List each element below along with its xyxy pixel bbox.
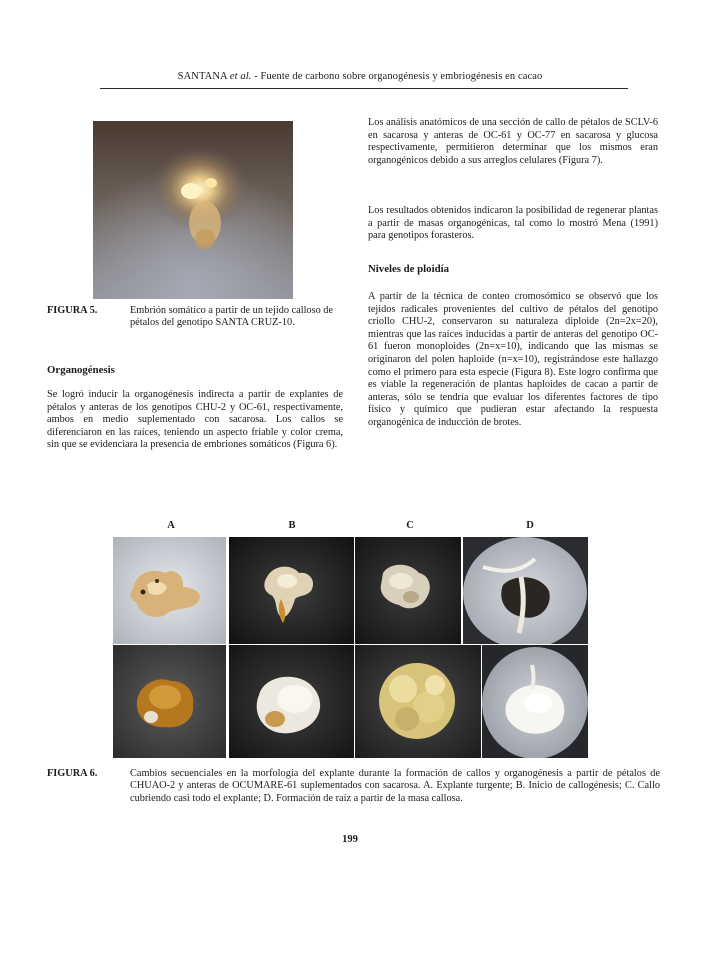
- figure6-image-b-bottom: [229, 645, 354, 758]
- figure6-image-c-bottom: [355, 645, 481, 758]
- figure6-panel-b-bottom: [229, 645, 354, 758]
- figure5-image: [93, 121, 293, 299]
- figure6-panel-d-bottom: [482, 645, 588, 758]
- running-header: [100, 71, 620, 82]
- header-etal: et al.: [229, 71, 252, 82]
- figure5-photo: [93, 121, 293, 299]
- header-rule: [100, 88, 628, 89]
- right-paragraph-1: Los análisis anatómicos de una sección de callo de pétalos de SCLV-6 en sacarosa y anteras de OC-61 y OC-77 en sacarosa y glucosa respectivamente, permitieron determinar que los mismos eran organogénicos debido a sus arreglos celulares (Figura 7).: [368, 117, 658, 166]
- left-paragraph: Se logró inducir la organogénesis indirecta a partir de explantes de pétalos y anteras de los genotipos CHU-2 y OC-61, respectivamente, ambos en medio suplementado con sacarosa. Los callos se diferenciaron en las raíces, teniendo un aspecto friable y color crema, sin que se evidenciara la presencia de embriones somáticos (Figura 6).: [47, 389, 343, 451]
- section-heading-ploidy: Niveles de ploidía: [368, 263, 449, 275]
- figure6-caption: Cambios secuenciales en la morfología del explante durante la formación de callos y organogénesis a partir de pétalos de CHUAO-2 y anteras de OCUMARE-61 suplementados con sacarosa. A. Explante turgente; B. Inicio de callogénesis; C. Callo cubriendo casi todo el explante; D. Formación de raíz a partir de la masa callosa.: [130, 768, 660, 804]
- figure6-label: FIGURA 6.: [47, 768, 98, 779]
- figure6-panel-b-top: [229, 537, 354, 644]
- figure6-image-a-bottom: [113, 645, 226, 758]
- figure6-image-b-top: [229, 537, 354, 644]
- figure6-label-c: C: [406, 520, 414, 531]
- figure6-image-d-top: [463, 537, 588, 644]
- figure6-panel-d-top: [463, 537, 588, 644]
- figure5-caption: Embrión somático a partir de un tejido calloso de pétalos del genotipo SANTA CRUZ-10.: [130, 305, 334, 329]
- page-number: 199: [342, 834, 358, 845]
- figure5-label: FIGURA 5.: [47, 305, 98, 316]
- figure6-panel-a-bottom: [113, 645, 226, 758]
- header-author: SANTANA: [177, 71, 228, 82]
- figure6-panel-a-top: [113, 537, 226, 644]
- figure6-label-b: B: [288, 520, 296, 531]
- figure6-image-a-top: [113, 537, 226, 644]
- right-paragraph-2: Los resultados obtenidos indicaron la posibilidad de regenerar plantas a partir de masas organogénicas, tal como lo mostró Mena (1991) para genotipos forasteros.: [368, 205, 658, 242]
- figure6-label-a: A: [167, 520, 175, 531]
- header-title: - Fuente de carbono sobre organogénesis y embriogénesis en cacao: [251, 71, 543, 82]
- section-heading-organogenesis: Organogénesis: [47, 364, 115, 376]
- figure6-panel-c-bottom: [355, 645, 481, 758]
- figure6-panel-c-top: [355, 537, 461, 644]
- figure6-label-d: D: [526, 520, 534, 531]
- right-paragraph-3: A partir de la técnica de conteo cromosómico se observó que los tejidos radicales provenientes del cultivo de pétalos del genotipo criollo CHU-2, conservaron su naturaleza diploide (2n=2x=20), mientras que las raíces inducidas a partir de anteras del genotipo OC-61 fueron monoploides (2n=x=10), indicando que las mismas se originaron del polen haploide (n=x=10), registrándose este hallazgo como el primero para esta especie (Figura 8). Este logro confirma que es viable la regeneración de plantas haploides de cacao a partir de anteras, sólo se tendría que evaluar los diferentes factores de tipo físico y químico que pudieran estar afectando la respuesta organogénica de inducción de brotes.: [368, 291, 658, 428]
- figure6-image-d-bottom: [482, 645, 588, 758]
- figure6-image-c-top: [355, 537, 461, 644]
